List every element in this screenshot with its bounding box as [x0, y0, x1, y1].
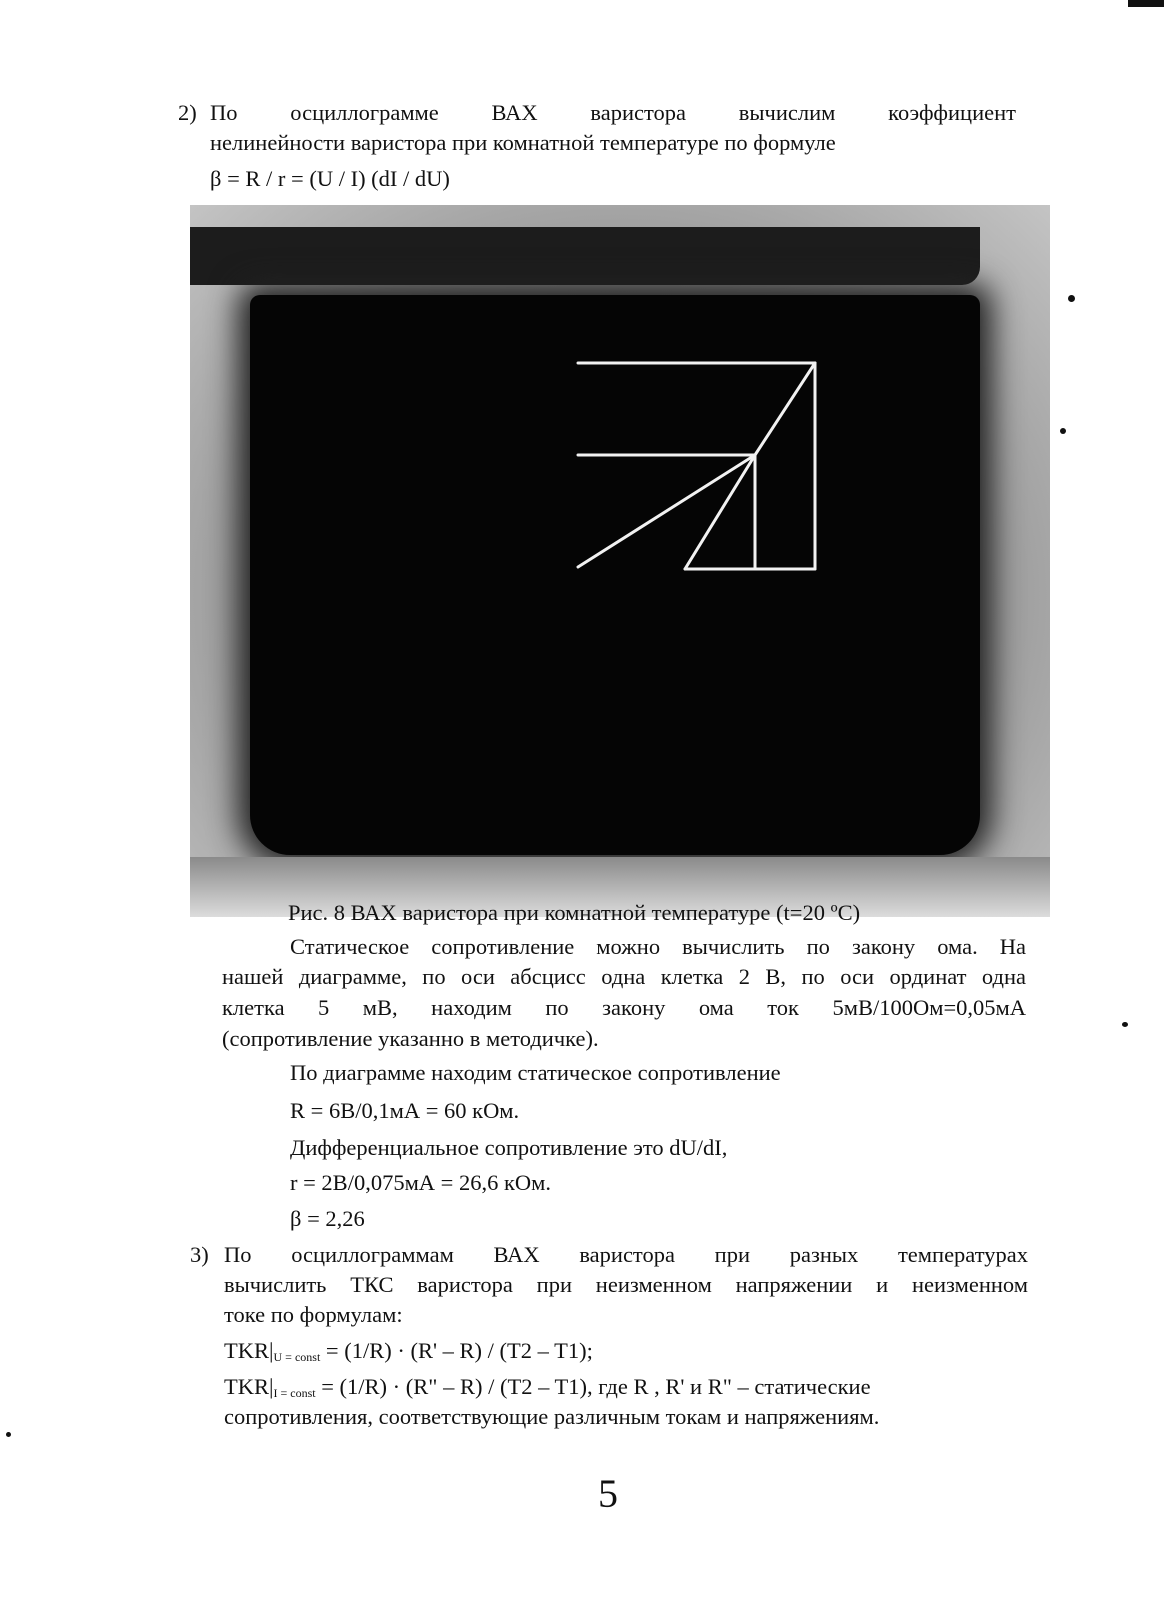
oscillogram-photo: [190, 205, 1050, 917]
list-number-3: 3): [190, 1242, 209, 1267]
item3-line1: По осциллограммам ВАХ варистора при разных температурах: [224, 1242, 1028, 1267]
scan-speck: [1122, 1022, 1128, 1027]
scan-speck: [6, 1432, 11, 1437]
trace-diagonal-low: [578, 455, 755, 567]
trace-diagonal-high: [755, 363, 815, 455]
p1-line3: клетка 5 мВ, находим по закону ома ток 5мВ/100Ом=0,05мА: [222, 995, 1026, 1020]
scan-speck: [1060, 428, 1066, 434]
p1-line4: (сопротивление указанно в методичке).: [222, 1026, 599, 1051]
page-number: 5: [598, 1471, 618, 1516]
p1-line1: Статическое сопротивление можно вычислить по закону ома. На: [290, 934, 1026, 959]
item2-formula: β = R / r = (U / I) (dI / dU): [210, 166, 450, 191]
item3-line-last: сопротивления, соответствующие различным токам и напряжениям.: [224, 1404, 880, 1429]
scan-speck: [1068, 295, 1075, 302]
figure-caption: Рис. 8 ВАХ варистора при комнатной температуре (t=20 ºС): [288, 900, 861, 925]
p5: r = 2В/0,075мА = 26,6 кОм.: [290, 1170, 552, 1195]
tkr-formula-u-const: $TKR|_{U = const} = (1/R) \cdot (R' - R) / (T2 - T1)$;: [224, 1338, 593, 1364]
p4: Дифференциальное сопротивление это dU/dI,: [290, 1135, 728, 1160]
p6: β = 2,26: [290, 1206, 365, 1231]
tkr-formula-i-const: $TKR|_{I = const} = (1/R) \cdot (R$" – R) / (T2 – T1), где R , R' и R" – статические: [224, 1374, 871, 1400]
item3-line3: токе по формулам:: [224, 1302, 403, 1327]
item2-line2: нелинейности варистора при комнатной температуре по формуле: [210, 130, 836, 155]
item3-line2: вычислить ТКС варистора при неизменном напряжении и неизменном: [224, 1272, 1028, 1297]
p3: R = 6В/0,1мА = 60 кОм.: [290, 1098, 520, 1123]
scan-corner-mark: [1128, 0, 1164, 7]
item2-line1: По осциллограмме ВАХ варистора вычислим коэффициент: [210, 100, 1016, 125]
p2: По диаграмме находим статическое сопротивление: [290, 1060, 781, 1085]
trace-tangent: [685, 455, 755, 569]
p1-line2: нашей диаграмме, по оси абсцисс одна клетка 2 В, по оси ординат одна: [222, 964, 1026, 989]
list-number-2: 2): [178, 100, 197, 125]
oscillogram-trace: [190, 205, 1050, 917]
